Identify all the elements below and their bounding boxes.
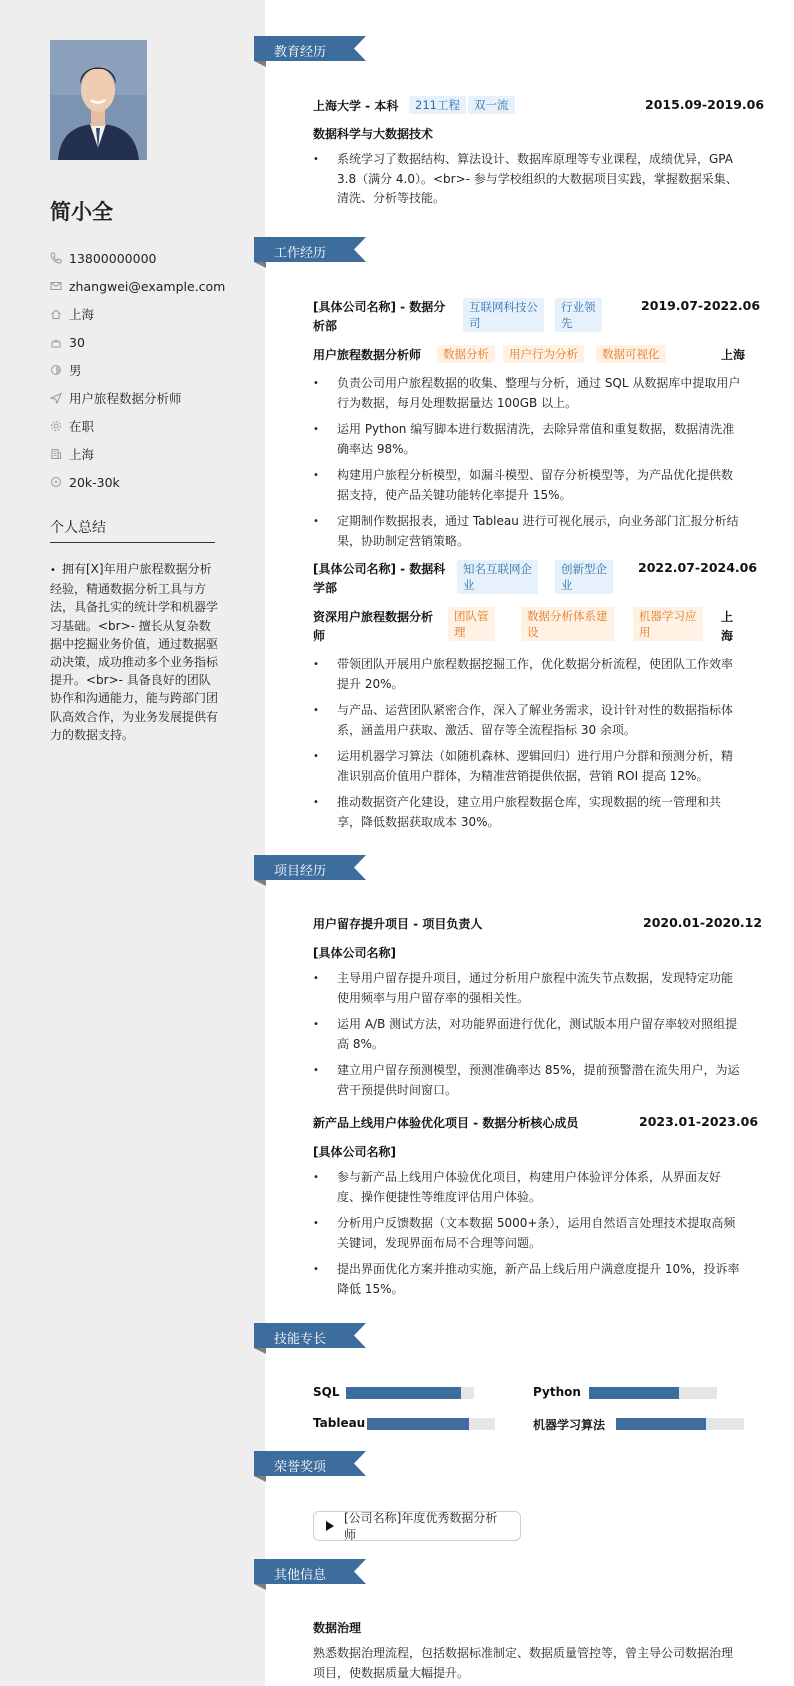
skill-name: Tableau	[313, 1416, 366, 1430]
bullet-icon: •	[50, 565, 56, 576]
list-item: • 建立用户留存预测模型，预测准确率达 85%，提前预警潜在流失用户，为运营干预提供时间窗口。	[313, 1061, 743, 1100]
role-tag	[633, 607, 703, 641]
section-header-projects	[254, 855, 366, 883]
section-header-education	[254, 36, 366, 64]
company-tag	[555, 298, 602, 332]
list-item: • 与产品、运营团队紧密合作，深入了解业务需求，设计针对性的数据指标体系，涵盖用户获取、激活、留存等全流程指标 30 余项。	[313, 701, 743, 740]
skill-name: SQL	[313, 1385, 340, 1399]
section-title: 其他信息	[274, 1568, 327, 1583]
main-content	[265, 0, 794, 1686]
work-city: 上海	[721, 348, 746, 362]
gender-icon	[50, 364, 69, 376]
info-location	[50, 300, 240, 328]
company-tag	[457, 560, 538, 594]
section-header-awards	[254, 1451, 366, 1479]
list-item: • 参与新产品上线用户体验优化项目，构建用户体验评分体系，从界面友好度、操作便捷性等维度评估用户体验。	[313, 1168, 743, 1207]
status-icon	[50, 420, 69, 432]
info-text: 用户旅程数据分析师	[69, 391, 182, 406]
work-company	[313, 298, 445, 336]
list-item: • 运用机器学习算法（如随机森林、逻辑回归）进行用户分群和预测分析，精准识别高价值用户群体，为精准营销提供依据，营销 ROI 提高 12%。	[313, 747, 743, 786]
skill-bar	[346, 1387, 474, 1399]
tag-line: 理	[454, 625, 466, 639]
tag-line: 互联网科技公	[469, 300, 538, 314]
work-bullets	[313, 655, 743, 839]
company-line: [具体公司名称] - 数据分	[313, 300, 446, 314]
tag-line: 设	[527, 625, 539, 639]
info-position	[50, 384, 240, 412]
edu-bullets	[313, 150, 743, 216]
section-header-other	[254, 1559, 366, 1587]
tag-line: 用	[639, 625, 651, 639]
tag-line: 数据分析体系建	[527, 609, 608, 623]
list-item: • 构建用户旅程分析模型，如漏斗模型、留存分析模型等，为产品优化提供数据支持，使产品关键功能转化率提升 15%。	[313, 466, 743, 505]
list-item: • 提出界面优化方案并推动实施，新产品上线后用户满意度提升 10%，投诉率降低 15%。	[313, 1260, 743, 1299]
project-company: [具体公司名称]	[313, 1145, 396, 1159]
city-line: 海	[721, 629, 734, 643]
section-title: 工作经历	[274, 246, 327, 261]
age-icon	[50, 336, 69, 348]
info-text: 在职	[69, 419, 95, 434]
award-text: [公司名称]年度优秀数据分析师	[344, 1511, 498, 1542]
play-triangle-icon	[326, 1521, 334, 1531]
role-line: 资深用户旅程数据分析	[313, 610, 434, 624]
phone-icon	[50, 252, 69, 264]
role-tag: 用户行为分析	[503, 345, 584, 363]
award-item	[313, 1511, 521, 1541]
work-city	[721, 608, 733, 646]
tag-line: 业	[561, 578, 573, 592]
info-phone	[50, 244, 240, 272]
sidebar	[0, 0, 265, 1686]
list-item: • 运用 Python 编写脚本进行数据清洗，去除异常值和重复数据，数据清洗准确率达 98%。	[313, 420, 743, 459]
section-title: 荣誉奖项	[274, 1460, 327, 1475]
role-line: 师	[313, 629, 326, 643]
project-title: 用户留存提升项目 - 项目负责人	[313, 917, 483, 931]
summary-title: 个人总结	[50, 520, 106, 536]
summary-text	[50, 560, 220, 744]
building-icon	[50, 448, 69, 460]
info-text: zhangwei@example.com	[69, 278, 226, 294]
project-company: [具体公司名称]	[313, 946, 396, 960]
project-bullets	[313, 1168, 743, 1306]
mail-icon	[50, 280, 69, 292]
section-title: 技能专长	[274, 1332, 327, 1347]
edu-tag: 双一流	[468, 96, 515, 114]
tag-line: 机器学习应	[639, 609, 697, 623]
info-text: 上海	[69, 307, 95, 322]
info-city	[50, 440, 240, 468]
edu-tag: 211工程	[409, 96, 466, 114]
tag-line: 先	[561, 316, 573, 330]
work-role	[313, 608, 433, 646]
other-title: 数据治理	[313, 1621, 362, 1635]
skill-bar	[367, 1418, 495, 1430]
home-icon	[50, 308, 69, 320]
tag-line: 创新型企	[561, 562, 607, 576]
list-item: • 负责公司用户旅程数据的收集、整理与分析，通过 SQL 从数据库中提取用户行为数据，每月处理数据量达 100GB 以上。	[313, 374, 743, 413]
work-company	[313, 560, 445, 598]
company-tag	[463, 298, 544, 332]
edu-major: 数据科学与大数据技术	[313, 127, 434, 141]
other-text: 熟悉数据治理流程，包括数据标准制定、数据质量管控等，曾主导公司数据治理项目，使数据质量大幅提升。	[313, 1646, 734, 1680]
list-item: • 推动数据资产化建设，建立用户旅程数据仓库，实现数据的统一管理和共享，降低数据获取成本 30%。	[313, 793, 743, 832]
contact-info-list	[50, 244, 240, 496]
info-text: 男	[69, 363, 82, 378]
info-email	[50, 272, 240, 300]
send-icon	[50, 392, 69, 404]
project-title: 新产品上线用户体验优化项目 - 数据分析核心成员	[313, 1116, 579, 1130]
project-bullets	[313, 969, 743, 1107]
edu-date: 2015.09-2019.06	[645, 97, 765, 112]
tag-line: 司	[469, 316, 481, 330]
info-text: 30	[69, 334, 85, 350]
work-date: 2019.07-2022.06	[641, 298, 761, 313]
tag-line: 业	[463, 578, 475, 592]
tag-line: 行业领	[561, 300, 596, 314]
skill-bar-fill	[589, 1387, 679, 1399]
list-item: • 定期制作数据报表，通过 Tableau 进行可视化展示，向业务部门汇报分析结果，协助制定营销策略。	[313, 512, 743, 551]
skill-bar-fill	[346, 1387, 461, 1399]
school-name: 上海大学 - 本科	[313, 99, 399, 113]
tag-line: 知名互联网企	[463, 562, 532, 576]
info-status	[50, 412, 240, 440]
section-title: 教育经历	[274, 45, 327, 60]
company-line: [具体公司名称] - 数据科	[313, 562, 446, 576]
salary-icon	[50, 476, 69, 488]
section-header-skills	[254, 1323, 366, 1351]
summary-body: 拥有[X]年用户旅程数据分析经验，精通数据分析工具与方法，具备扎实的统计学和机器学习基础。<br>- 擅长从复杂数据中挖掘业务价值，通过数据驱动决策，成功推动多个业务指标提升。<br>- 具备良好的团队协作和沟通能力，能与跨部门团队高效合作，为业务发展提供有力的数据支持。	[50, 562, 219, 742]
role-tag	[448, 607, 495, 641]
candidate-name: 简小全	[50, 200, 113, 224]
list-item: • 运用 A/B 测试方法，对功能界面进行优化，测试版本用户留存率较对照组提高 8%。	[313, 1015, 743, 1054]
company-line: 析部	[313, 319, 338, 333]
list-item: • 分析用户反馈数据（文本数据 5000+条），运用自然语言处理技术提取高频关键词，发现界面布局不合理等问题。	[313, 1214, 743, 1253]
work-bullets	[313, 374, 743, 558]
list-item: • 带领团队开展用户旅程数据挖掘工作，优化数据分析流程，使团队工作效率提升 20%。	[313, 655, 743, 694]
work-role: 用户旅程数据分析师	[313, 348, 422, 362]
info-gender	[50, 356, 240, 384]
company-tag	[555, 560, 613, 594]
section-title: 项目经历	[274, 864, 327, 879]
list-item: • 系统学习了数据结构、算法设计、数据库原理等专业课程，成绩优异，GPA 3.8（满分 4.0）。<br>- 参与学校组织的大数据项目实践，掌握数据采集、清洗、分析等技能。	[313, 150, 743, 209]
info-text: 13800000000	[69, 250, 157, 266]
skill-name: 机器学习算法	[533, 1418, 606, 1432]
role-tag	[521, 607, 614, 641]
info-text: 20k-30k	[69, 474, 120, 490]
project-date: 2020.01-2020.12	[643, 915, 763, 930]
skill-bar	[616, 1418, 744, 1430]
skill-bar-fill	[616, 1418, 706, 1430]
tag-line: 团队管	[454, 609, 489, 623]
summary-divider	[50, 542, 215, 543]
project-date: 2023.01-2023.06	[639, 1114, 759, 1129]
avatar	[50, 40, 147, 160]
info-salary	[50, 468, 240, 496]
section-header-work	[254, 237, 366, 265]
role-tag: 数据分析	[437, 345, 495, 363]
info-text: 上海	[69, 447, 95, 462]
company-line: 学部	[313, 581, 338, 595]
skill-name: Python	[533, 1385, 581, 1399]
skill-bar-fill	[367, 1418, 469, 1430]
city-line: 上	[721, 610, 734, 624]
role-tag: 数据可视化	[596, 345, 666, 363]
work-date: 2022.07-2024.06	[638, 560, 758, 575]
info-age	[50, 328, 240, 356]
skill-bar	[589, 1387, 717, 1399]
list-item: • 主导用户留存提升项目，通过分析用户旅程中流失节点数据，发现特定功能使用频率与用户留存率的强相关性。	[313, 969, 743, 1008]
